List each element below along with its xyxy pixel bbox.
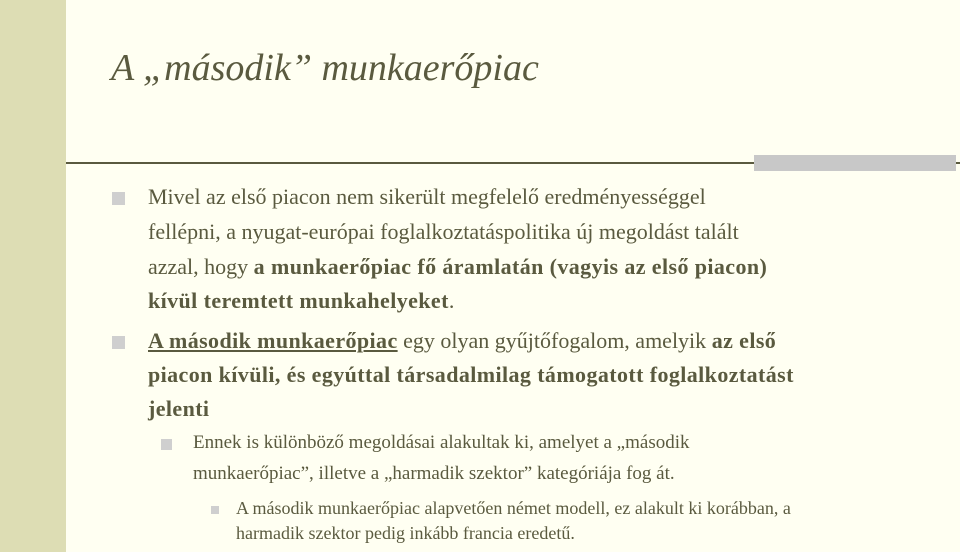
side-band xyxy=(0,0,66,552)
sub-sub-bullet-line2: harmadik szektor pedig inkább francia eredetű. xyxy=(236,523,575,543)
bullet2-line3 xyxy=(148,396,209,422)
bullet2-line2-emphasis: piacon kívüli, és egyúttal társadalmilag támogatott foglalkoztatást xyxy=(148,362,794,387)
bullet2-line3-emphasis: jelenti xyxy=(148,396,210,421)
bullet2-term: A második munkaerőpiac xyxy=(148,328,398,353)
bullet1-line4-emphasis: kívül teremtett munkahelyeket xyxy=(148,288,449,313)
bullet1-line2: fellépni, a nyugat-európai foglalkoztatáspolitika új megoldást talált xyxy=(148,219,739,244)
bullet-square-icon xyxy=(112,336,125,349)
bullet1-line3 xyxy=(148,254,767,280)
sub-sub-bullet-square-icon xyxy=(211,506,219,514)
bullet-square-icon xyxy=(112,192,125,205)
bullet2-line1-text: egy olyan gyűjtőfogalom, amelyik xyxy=(397,328,712,353)
bullet2-line1 xyxy=(148,328,776,354)
sub-sub-bullet-line1: A második munkaerőpiac alapvetően német modell, ez alakult ki korábban, a xyxy=(236,498,791,518)
sub-bullet-square-icon xyxy=(161,439,172,450)
bullet1-line3-emphasis: a munkaerőpiac fő áramlatán (vagyis az első piacon) xyxy=(253,254,768,279)
sub-bullet-line1: Ennek is különböző megoldásai alakultak ki, amelyet a „második xyxy=(193,432,690,453)
bullet2-line1-emphasis: az első xyxy=(711,328,777,353)
bullet1-line1: Mivel az első piacon nem sikerült megfelelő eredményességgel xyxy=(148,184,706,209)
divider-accent-bar xyxy=(754,155,956,171)
bullet1-line4-text: . xyxy=(448,288,455,313)
bullet2-line2 xyxy=(148,362,794,388)
slide-title: A „második” munkaerőpiac xyxy=(111,47,539,89)
bullet1-line4 xyxy=(148,288,454,314)
bullet1-line3-text: azzal, hogy xyxy=(148,254,254,279)
sub-bullet-line2: munkaerőpiac”, illetve a „harmadik szektor” kategóriája fog át. xyxy=(193,463,675,484)
